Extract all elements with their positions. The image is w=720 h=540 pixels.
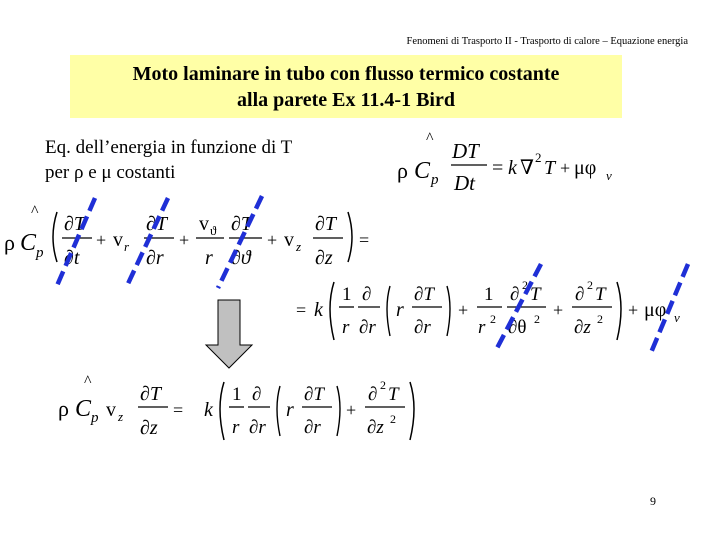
svg-text:∂: ∂ <box>510 284 520 305</box>
svg-text:∇: ∇ <box>520 157 534 179</box>
svg-text:1: 1 <box>232 384 242 405</box>
svg-text:z: z <box>296 239 302 254</box>
svg-text:=: = <box>359 230 370 250</box>
svg-text:T: T <box>595 284 606 305</box>
svg-text:∂z: ∂z <box>574 317 591 338</box>
svg-text:μφ: μφ <box>644 299 667 321</box>
svg-text:2: 2 <box>534 312 540 326</box>
svg-text:T: T <box>388 384 399 405</box>
svg-text:ρ: ρ <box>397 158 408 183</box>
svg-text:p: p <box>431 172 439 188</box>
svg-text:=: = <box>173 400 184 420</box>
strike-line <box>126 198 168 288</box>
svg-text:∂r: ∂r <box>414 317 431 338</box>
svg-text:∂T: ∂T <box>64 213 86 235</box>
svg-text:ρ: ρ <box>4 230 15 255</box>
svg-text:+: + <box>96 230 107 250</box>
svg-text:r: r <box>286 399 294 421</box>
svg-text:r: r <box>396 299 404 321</box>
energy-equation-simplified <box>58 373 414 440</box>
svg-text:2: 2 <box>490 312 496 326</box>
svg-text:∂z: ∂z <box>315 247 333 269</box>
svg-text:DT: DT <box>452 139 479 163</box>
svg-text:∂t: ∂t <box>64 247 80 269</box>
strike-line <box>56 198 95 288</box>
svg-text:∂: ∂ <box>362 284 372 305</box>
svg-text:ρ: ρ <box>58 396 69 421</box>
svg-text:∂: ∂ <box>575 284 585 305</box>
svg-text:∂: ∂ <box>368 384 378 405</box>
svg-text:r: r <box>124 239 130 254</box>
slide-header: Fenomeni di Trasporto II - Trasporto di calore – Equazione energia <box>406 36 688 47</box>
svg-text:^: ^ <box>31 203 39 220</box>
svg-text:∂T: ∂T <box>304 384 324 405</box>
svg-text:+: + <box>346 400 357 420</box>
svg-text:k: k <box>508 157 517 179</box>
svg-text:∂T: ∂T <box>414 284 434 305</box>
svg-text:=: = <box>492 157 504 179</box>
svg-text:2: 2 <box>390 412 396 426</box>
svg-text:∂T: ∂T <box>315 213 337 235</box>
svg-text:∂z: ∂z <box>367 417 384 438</box>
svg-text:2: 2 <box>380 378 386 392</box>
svg-text:^: ^ <box>426 130 434 147</box>
svg-text:^: ^ <box>84 373 92 390</box>
svg-text:C: C <box>414 158 431 184</box>
svg-text:∂r: ∂r <box>304 417 321 438</box>
svg-text:z: z <box>118 409 124 424</box>
svg-text:C: C <box>75 396 92 422</box>
svg-text:∂: ∂ <box>252 384 262 405</box>
svg-text:r: r <box>478 317 486 338</box>
svg-text:2: 2 <box>535 150 542 165</box>
svg-text:r: r <box>342 317 350 338</box>
svg-text:2: 2 <box>587 278 593 292</box>
energy-equation-rhs <box>296 278 680 340</box>
svg-text:v: v <box>284 229 294 251</box>
down-arrow-icon <box>206 300 252 368</box>
intro-line-1: Eq. dell’energia in funzione di T <box>45 137 293 158</box>
svg-text:+: + <box>267 230 278 250</box>
svg-text:μφ: μφ <box>574 157 597 179</box>
intro-line-2: per ρ e μ costanti <box>45 162 176 183</box>
title-line-1: Moto laminare in tubo con flusso termico costante <box>132 63 560 85</box>
title-line-2: alla parete Ex 11.4-1 Bird <box>237 89 455 111</box>
svg-text:k: k <box>204 399 213 421</box>
strike-line <box>495 264 541 352</box>
svg-text:2: 2 <box>522 278 528 292</box>
svg-text:∂T: ∂T <box>231 213 253 235</box>
svg-text:Dt: Dt <box>454 171 475 195</box>
svg-text:=: = <box>296 300 307 320</box>
svg-text:+: + <box>179 230 190 250</box>
svg-text:+: + <box>553 300 564 320</box>
svg-text:r: r <box>205 247 213 269</box>
svg-text:r: r <box>232 417 240 438</box>
svg-text:∂r: ∂r <box>359 317 376 338</box>
svg-text:v: v <box>113 229 123 251</box>
svg-text:∂ϑ: ∂ϑ <box>231 247 251 269</box>
svg-text:k: k <box>314 299 323 321</box>
svg-text:T: T <box>530 284 541 305</box>
svg-text:∂r: ∂r <box>146 247 164 269</box>
svg-text:+: + <box>560 158 571 178</box>
svg-text:1: 1 <box>342 284 352 305</box>
svg-text:∂T: ∂T <box>146 213 168 235</box>
svg-text:T: T <box>544 157 556 179</box>
svg-text:∂z: ∂z <box>140 417 158 439</box>
svg-text:C: C <box>20 230 37 256</box>
svg-text:∂r: ∂r <box>249 417 266 438</box>
svg-text:v: v <box>106 399 116 421</box>
svg-text:p: p <box>36 245 44 261</box>
svg-text:∂θ: ∂θ <box>508 317 527 338</box>
svg-text:1: 1 <box>484 284 494 305</box>
svg-text:ϑ: ϑ <box>210 223 217 238</box>
svg-text:+: + <box>628 300 639 320</box>
energy-equation-lhs <box>4 203 369 269</box>
page-number: 9 <box>650 494 656 508</box>
svg-text:2: 2 <box>597 312 603 326</box>
svg-text:p: p <box>91 410 99 426</box>
svg-text:v: v <box>199 213 209 235</box>
svg-text:v: v <box>606 168 612 183</box>
energy-equation-general <box>397 130 612 195</box>
svg-text:v: v <box>674 310 680 325</box>
svg-text:∂T: ∂T <box>140 383 162 405</box>
strike-line <box>218 196 262 288</box>
svg-text:+: + <box>458 300 469 320</box>
